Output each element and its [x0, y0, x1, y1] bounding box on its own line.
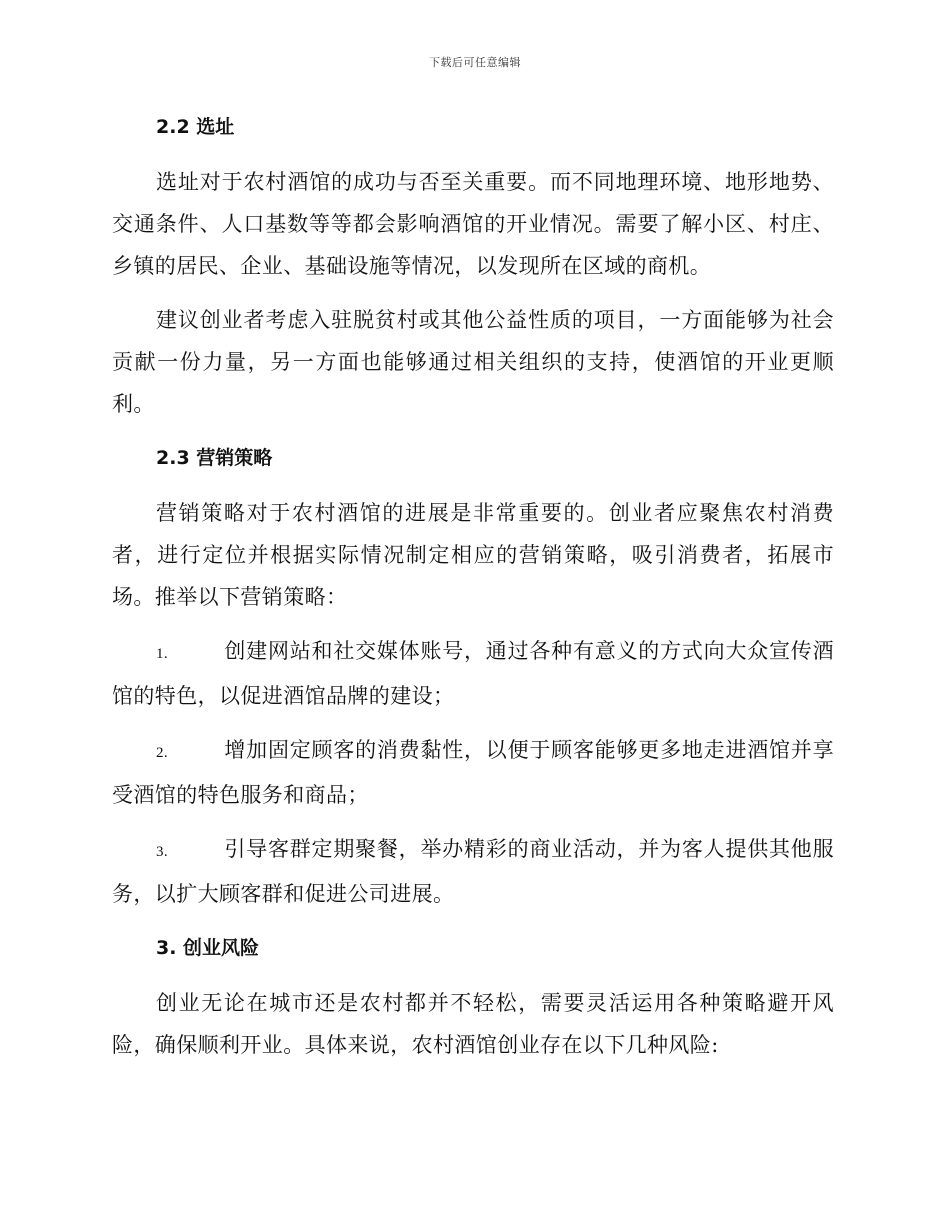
- list-item-text: 增加固定顾客的消费黏性，以便于顾客能够更多地走进酒馆并享受酒馆的特色服务和商品；: [112, 738, 834, 807]
- document-body: [112, 112, 834, 1066]
- list-item-number: 1.: [156, 646, 169, 662]
- section-heading-site-selection: 2.2 选址: [156, 116, 235, 138]
- list-item-text: 引导客群定期聚餐，举办精彩的商业活动，并为客人提供其他服务，以扩大顾客群和促进公司进展。: [112, 837, 834, 906]
- paragraph-startup-risk: 创业无论在城市还是农村都并不轻松，需要灵活运用各种策略避开风险，确保顺利开业。具体来说，农村酒馆创业存在以下几种风险:: [112, 991, 834, 1057]
- list-item: [112, 630, 834, 717]
- list-item-number: 2.: [156, 745, 169, 761]
- page-header: 下载后可任意编辑: [429, 56, 521, 69]
- paragraph-marketing-intro: 营销策略对于农村酒馆的进展是非常重要的。创业者应聚焦农村消费者，进行定位并根据实际情况制定相应的营销策略，吸引消费者，拓展市场。推举以下营销策略：: [112, 501, 834, 609]
- list-item: [112, 729, 834, 816]
- paragraph-site-selection-2: 建议创业者考虑入驻脱贫村或其他公益性质的项目，一方面能够为社会贡献一份力量，另一方面也能够通过相关组织的支持，使酒馆的开业更顺利。: [112, 308, 834, 416]
- list-item-text: 创建网站和社交媒体账号，通过各种有意义的方式向大众宣传酒馆的特色，以促进酒馆品牌的建设；: [112, 639, 834, 708]
- paragraph-site-selection-1: 选址对于农村酒馆的成功与否至关重要。而不同地理环境、地形地势、交通条件、人口基数等等都会影响酒馆的开业情况。需要了解小区、村庄、乡镇的居民、企业、基础设施等情况，以发现所在区域的商机。: [112, 170, 834, 278]
- list-item: [112, 828, 834, 915]
- section-heading-startup-risk: 3. 创业风险: [156, 937, 260, 959]
- list-item-number: 3.: [156, 844, 169, 860]
- section-heading-marketing: 2.3 营销策略: [156, 447, 273, 469]
